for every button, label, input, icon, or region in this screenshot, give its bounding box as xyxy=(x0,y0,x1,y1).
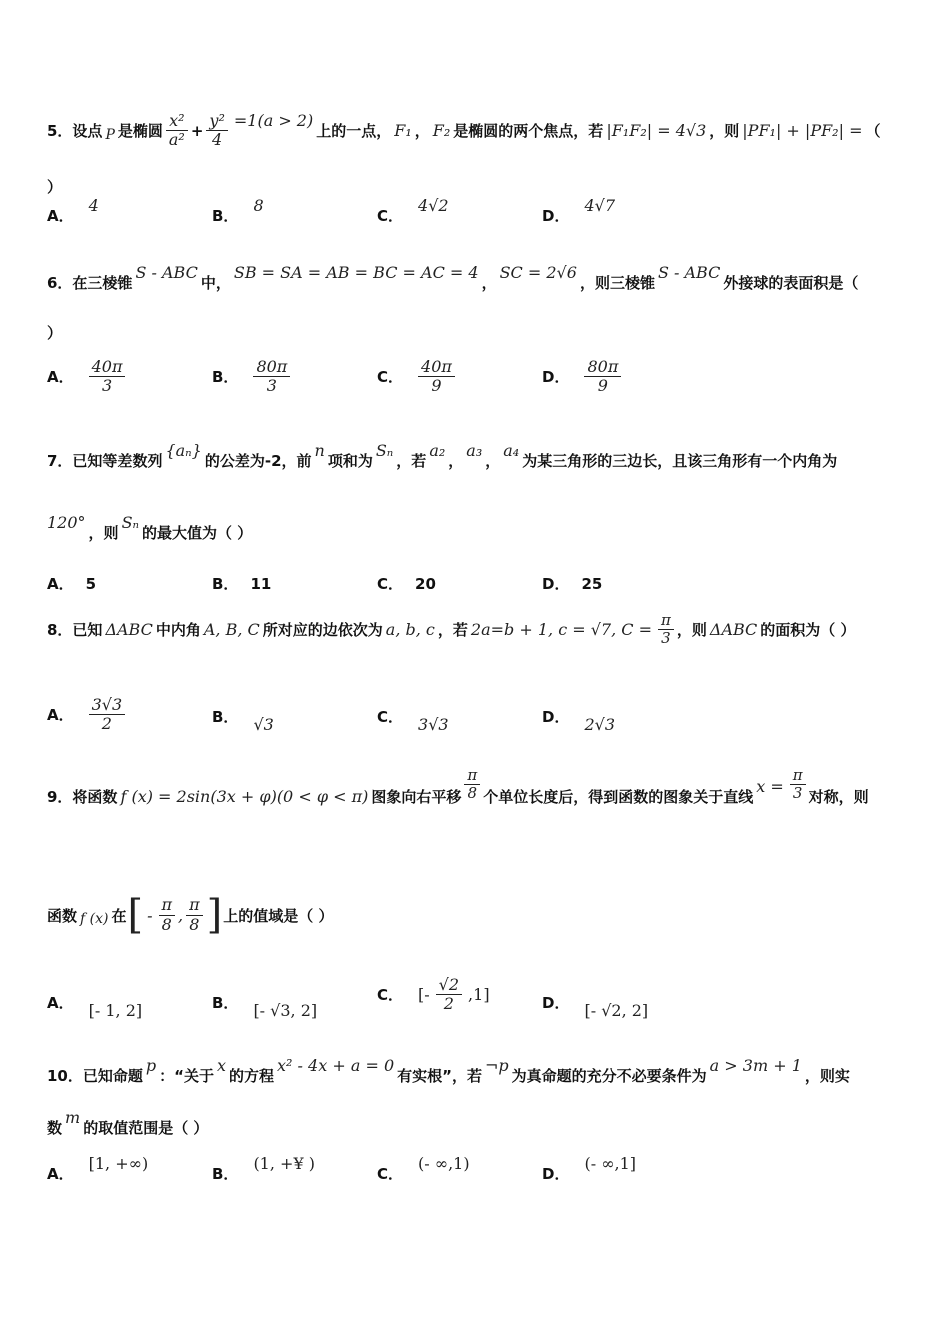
q9-text: 图象向右平移 xyxy=(371,788,462,807)
q5-close: ） xyxy=(47,178,63,196)
q8-option-c[interactable]: C． 3√3 xyxy=(377,708,449,734)
q9-text: 上的值域是（ ） xyxy=(223,906,334,925)
q7-option-c[interactable]: C． 20 xyxy=(377,574,436,593)
q9-option-c[interactable]: C． [- $\frac{√2}{2}$ ,1] xyxy=(377,975,490,1014)
q7-sn-2: Sₙ xyxy=(121,513,140,532)
q10-equation: x² - 4x + a = 0 xyxy=(277,1056,395,1075)
q5-fraction-y: $\frac{\text{y²}}{4}$ xyxy=(206,112,227,150)
q8-triangle-2: ΔABC xyxy=(709,620,758,640)
q9-interval-left-bracket: [ xyxy=(127,892,144,938)
q9-text: 对称，则 xyxy=(808,788,869,807)
q8-text: 所对应的边依次为 xyxy=(262,621,383,640)
q6-pyramid-2: S - ABC xyxy=(657,263,721,282)
q6-close: ） xyxy=(47,324,63,342)
q7-n: n xyxy=(314,441,325,460)
q9-interval-b: $\frac{\pi}{8}$ xyxy=(186,896,203,934)
q5-focus-2: F₂ xyxy=(432,121,451,141)
q10-text: 数 xyxy=(47,1119,63,1137)
q8-option-b[interactable]: B． √3 xyxy=(212,708,274,734)
q6-text: 外接球的表面积是（ xyxy=(723,274,859,292)
q7-a2: a₂ xyxy=(429,441,446,460)
q9-interval-minus: - xyxy=(147,905,153,925)
q10-text: 为真命题的充分不必要条件为 xyxy=(511,1067,707,1085)
q10-p: p xyxy=(145,1056,157,1075)
question-7 xyxy=(47,441,910,471)
question-8 xyxy=(47,612,910,648)
question-9 xyxy=(47,766,910,815)
q8-fraction-a: $\frac{3√3}{2}$ xyxy=(89,696,126,734)
q7-a3: a₃ xyxy=(466,441,483,460)
q5-expression: |PF₁| + |PF₂| = xyxy=(742,121,863,141)
q8-text: 中内角 xyxy=(155,621,201,640)
q7-text: 的最大值为（ ） xyxy=(142,524,253,542)
q8-text: ，若 xyxy=(437,621,468,640)
q9-interval-a: $\frac{\pi}{8}$ xyxy=(159,896,176,934)
q5-text: 上的一点， xyxy=(316,122,392,141)
q9-text: 个单位长度后，得到函数的图象关于直线 xyxy=(483,788,754,807)
q9-fraction-c: $\frac{√2}{2}$ xyxy=(436,976,462,1014)
question-9-line-2 xyxy=(47,892,910,938)
q5-option-d[interactable]: D． 4√7 xyxy=(542,196,616,225)
q6-option-c[interactable]: C． $\frac{40\pi}{9}$ xyxy=(377,358,458,396)
q7-text: 项和为 xyxy=(327,452,373,470)
q6-option-b[interactable]: B． $\frac{80\pi}{3}$ xyxy=(212,358,293,396)
q9-interval-right-bracket: ] xyxy=(206,892,223,938)
question-5 xyxy=(47,112,910,150)
q5-text: ，则 xyxy=(709,122,740,141)
q5-focus-1: F₁ xyxy=(394,121,412,141)
q8-triangle: ΔABC xyxy=(105,620,153,640)
q10-text: 有实根”，若 xyxy=(397,1067,482,1085)
q5-comma: ， xyxy=(414,122,430,141)
q5-equation: =1(a > 2) xyxy=(233,111,314,131)
q7-a4: a₄ xyxy=(503,441,520,460)
q7-angle: 120° xyxy=(47,513,86,532)
q7-text: 的公差为-2，前 xyxy=(204,452,312,470)
q9-number: 9．将函数 xyxy=(47,788,118,807)
q9-text: 函数 xyxy=(47,906,78,925)
q9-shift-fraction: $\frac{\pi}{8}$ xyxy=(464,767,480,803)
q7-option-a[interactable]: A． 5 xyxy=(47,574,97,593)
q7-option-b[interactable]: B． 11 xyxy=(212,574,272,593)
q9-line: x = xyxy=(756,777,784,797)
q9-option-b[interactable]: B． [- √3, 2] xyxy=(212,994,318,1020)
q6-edge-sc: SC = 2√6 xyxy=(499,263,577,282)
q6-text: ， xyxy=(481,274,497,292)
q6-fraction-c: $\frac{40\pi}{9}$ xyxy=(418,358,455,396)
q8-option-a[interactable]: A． $\frac{3√3}{2}$ xyxy=(47,696,128,734)
q10-option-a[interactable]: A． [1, +∞) xyxy=(47,1154,149,1183)
q9-option-d[interactable]: D． [- √2, 2] xyxy=(542,994,649,1020)
q10-text: ：“关于 xyxy=(159,1067,214,1085)
q8-sides: a, b, c xyxy=(385,620,435,640)
q5-option-a[interactable]: A． 4 xyxy=(47,196,99,225)
q6-option-a[interactable]: A． $\frac{40\pi}{3}$ xyxy=(47,358,128,396)
q10-condition: a > 3m + 1 xyxy=(709,1056,802,1075)
q6-pyramid: S - ABC xyxy=(135,263,198,282)
q8-option-d[interactable]: D． 2√3 xyxy=(542,708,616,734)
q8-number: 8．已知 xyxy=(47,621,103,640)
q10-option-c[interactable]: C． (- ∞,1) xyxy=(377,1154,470,1183)
q8-condition: 2a=b + 1, c = √7, C = xyxy=(470,620,653,640)
q5-text: 是椭圆 xyxy=(117,122,163,141)
q10-not-p: ¬p xyxy=(484,1056,509,1075)
q7-option-d[interactable]: D． 25 xyxy=(542,574,603,593)
q9-line-fraction: $\frac{\pi}{3}$ xyxy=(790,767,806,803)
q10-number: 10．已知命题 xyxy=(47,1067,143,1085)
q5-condition: |F₁F₂| = 4√3 xyxy=(606,121,707,141)
q8-text: 的面积为（ ） xyxy=(760,621,856,640)
q6-option-d[interactable]: D． $\frac{80\pi}{9}$ xyxy=(542,358,624,396)
q10-option-b[interactable]: B． (1, +¥ ) xyxy=(212,1154,315,1183)
q6-equal-edges: SB = SA = AB = BC = AC = 4 xyxy=(233,263,479,282)
q8-angles: A, B, C xyxy=(203,620,260,640)
q10-text: 的取值范围是（ ） xyxy=(83,1119,209,1137)
q9-fx: f (x) xyxy=(80,911,109,927)
q9-function: f (x) = 2sin(3x + φ)(0 < φ < π) xyxy=(120,787,369,807)
q6-fraction-b: $\frac{80\pi}{3}$ xyxy=(253,358,290,396)
q7-text: ，则 xyxy=(88,524,119,542)
q8-text: ，则 xyxy=(676,621,707,640)
q5-bracket-open: （ xyxy=(865,122,881,141)
q10-text: ，则实 xyxy=(804,1067,850,1085)
q10-m: m xyxy=(65,1108,81,1127)
q5-point-p: P xyxy=(105,126,115,143)
q7-sequence: {aₙ} xyxy=(165,441,202,460)
q5-option-c[interactable]: C． 4√2 xyxy=(377,196,449,225)
q10-text: 的方程 xyxy=(229,1067,275,1085)
q7-number: 7．已知等差数列 xyxy=(47,452,163,470)
q7-sn: Sₙ xyxy=(375,441,394,460)
q7-comma: ， xyxy=(485,452,501,470)
q5-option-b[interactable]: B． 8 xyxy=(212,196,264,225)
q9-interval-sep: , xyxy=(178,905,184,925)
q6-fraction-d: $\frac{80\pi}{9}$ xyxy=(584,358,621,396)
q6-number: 6．在三棱锥 xyxy=(47,274,133,292)
q7-comma: ， xyxy=(448,452,464,470)
q6-fraction-a: $\frac{40\pi}{3}$ xyxy=(89,358,126,396)
q7-text: 为某三角形的三边长，且该三角形有一个内角为 xyxy=(522,452,838,470)
q10-x: x xyxy=(216,1056,227,1075)
question-6 xyxy=(47,263,910,293)
q7-text: ，若 xyxy=(396,452,427,470)
q9-text: 在 xyxy=(111,906,127,925)
q6-text: 中， xyxy=(200,274,231,292)
q5-plus: + xyxy=(190,121,204,140)
q5-text: 是椭圆的两个焦点，若 xyxy=(453,122,604,141)
question-7-line-2 xyxy=(47,513,910,543)
question-10-line-2 xyxy=(47,1108,910,1138)
q6-text: ，则三棱锥 xyxy=(579,274,655,292)
question-10 xyxy=(47,1056,910,1086)
q8-fraction-c: $\frac{\pi}{3}$ xyxy=(658,612,674,648)
q5-fraction-x: $\frac{\text{x²}}{\text{a²}}$ xyxy=(166,112,188,150)
q10-option-d[interactable]: D． (- ∞,1] xyxy=(542,1154,637,1183)
q5-number: 5．设点 xyxy=(47,122,103,141)
q9-option-a[interactable]: A． [- 1, 2] xyxy=(47,994,143,1020)
